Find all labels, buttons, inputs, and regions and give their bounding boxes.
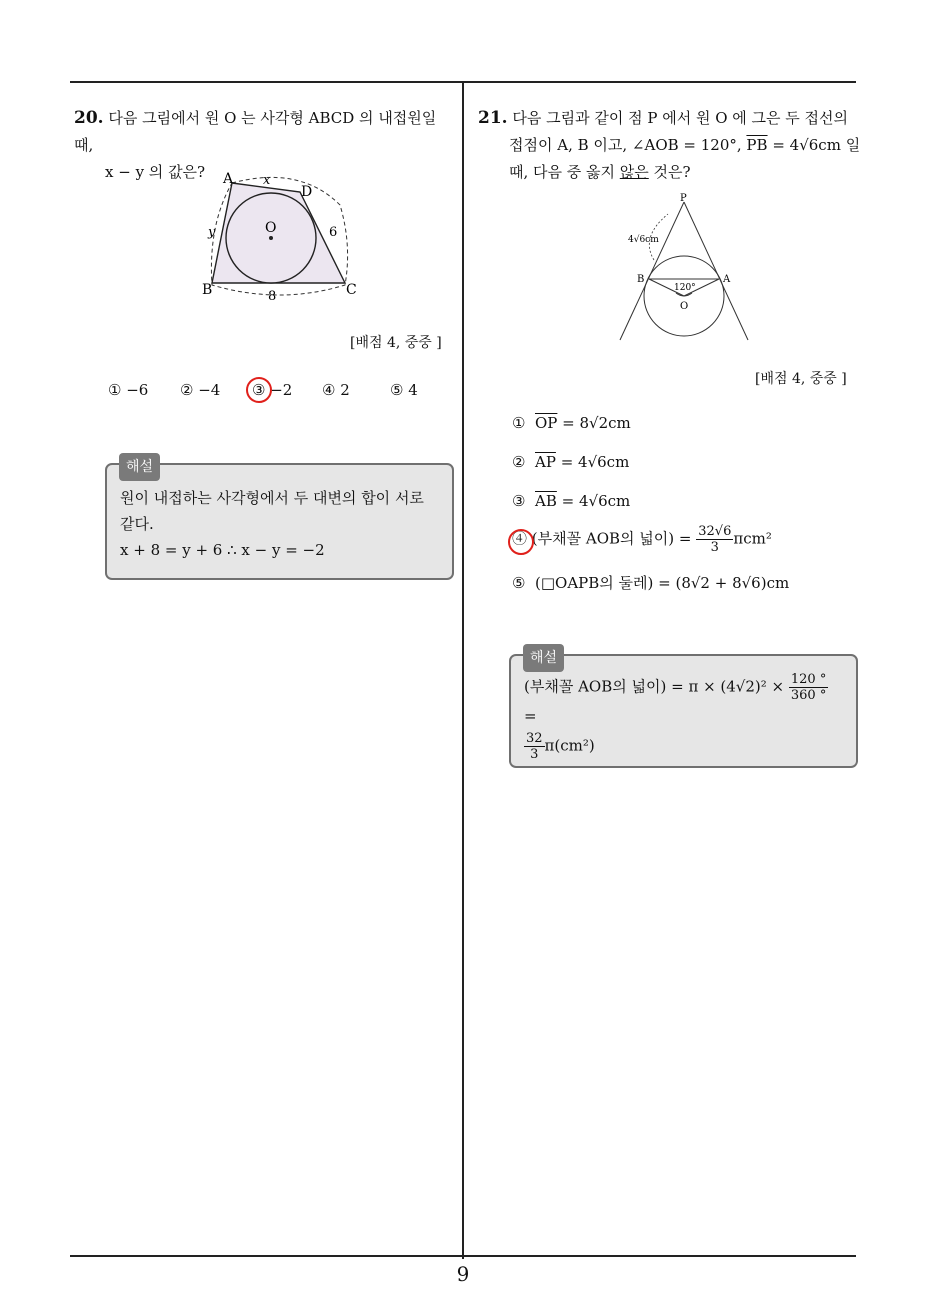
label-O: O [680, 301, 689, 312]
choice-20-1[interactable]: ① −6 [108, 381, 149, 399]
question-text-2: x − y 의 값은? [105, 163, 206, 181]
solution-line: 원이 내접하는 사각형에서 두 대변의 합이 서로 [120, 489, 424, 507]
page-number: 9 [456, 1262, 470, 1286]
fraction-numerator: 120 ° [790, 672, 827, 687]
solution-unit: π(cm²) [544, 736, 595, 755]
choice-value: = 4√6cm [556, 492, 631, 510]
choice-mark: ⑤ [512, 574, 526, 592]
label-y: y [208, 225, 216, 240]
question-21 [478, 105, 862, 186]
label-B: B [637, 274, 645, 285]
choice-mark: ③ [512, 492, 526, 510]
label-length: 4√6cm [628, 235, 659, 245]
solution-line: 같다. [120, 515, 154, 533]
label-P: P [680, 193, 687, 204]
choice-text: (부채꼴 AOB의 넓이) = [531, 529, 697, 548]
tangent-figure [610, 192, 770, 344]
question-number: 20. [74, 108, 104, 128]
choice-21-1[interactable] [512, 414, 631, 432]
label-120: 120° [674, 283, 696, 293]
fraction-numerator: 32 [526, 731, 543, 746]
segment-AP: $\overline{AP}$ [535, 453, 556, 471]
label-D: D [301, 184, 313, 200]
bottom-rule [70, 1255, 856, 1257]
fraction-denominator: 360 ° [790, 688, 827, 703]
question-text: 다음 그림에서 원 O 는 사각형 ABCD 의 내접원일 때, [74, 109, 437, 154]
label-O: O [265, 220, 277, 236]
label-x: x [263, 173, 271, 188]
choice-value: = 4√6cm [555, 453, 630, 471]
label-C: C [346, 282, 357, 298]
choice-20-2[interactable]: ② −4 [180, 381, 221, 399]
answer-mark-20 [246, 377, 272, 403]
solution-text: (부채꼴 AOB의 넓이) = π × (4√2)² × [524, 677, 789, 696]
fraction-numerator: 32√6 [698, 524, 732, 539]
question-text-2a: 접점이 A, B 이고, ∠AOB = 120°, [509, 136, 747, 154]
question-text-2b: = 4√6cm 일 [767, 136, 861, 154]
solution-tag: 해설 [523, 644, 564, 672]
choice-20-5[interactable]: ⑤ 4 [390, 381, 418, 399]
choice-20-4[interactable]: ④ 2 [322, 381, 350, 399]
solution-eq: = [524, 707, 537, 725]
score-20: [배점 4, 중중 ] [350, 335, 442, 351]
choice-mark: ② [512, 453, 526, 471]
fraction [696, 524, 733, 555]
choice-21-2[interactable] [512, 453, 629, 471]
question-text-3b: 것은? [648, 163, 691, 181]
label-8: 8 [268, 289, 277, 304]
question-text: 다음 그림과 같이 점 P 에서 원 O 에 그은 두 접선의 [512, 109, 849, 127]
score-21: [배점 4, 중중 ] [755, 371, 847, 387]
choice-21-4[interactable] [512, 524, 772, 555]
solution-tag: 해설 [119, 453, 160, 481]
choice-21-3[interactable] [512, 492, 630, 510]
segment-OP: $\overline{OP}$ [535, 414, 558, 432]
choice-mark: ④ [512, 529, 528, 548]
label-A: A [223, 171, 234, 187]
solution-line: x + 8 = y + 6 ∴ x − y = −2 [120, 541, 325, 559]
answer-mark-21 [508, 529, 534, 555]
segment-PB: $\overline{PB}$ [746, 136, 768, 154]
label-B: B [202, 282, 213, 298]
label-A: A [723, 274, 731, 285]
choice-mark: ① [512, 414, 526, 432]
solution-box-20 [105, 459, 454, 580]
quadrilateral-figure [190, 165, 380, 310]
choice-value: = 8√2cm [557, 414, 631, 432]
choice-20-3[interactable]: ③ −2 [252, 381, 293, 399]
fraction-denominator: 3 [710, 540, 719, 555]
fraction-denominator: 3 [530, 747, 539, 762]
label-6: 6 [329, 225, 338, 240]
segment-AB: $\overline{AB}$ [535, 492, 557, 510]
column-divider [462, 81, 464, 1259]
fraction [524, 731, 545, 762]
fraction [789, 672, 828, 703]
choice-unit: πcm² [733, 529, 772, 548]
choice-text: (□OAPB의 둘레) = (8√2 + 8√6)cm [535, 574, 790, 592]
question-text-3a: 때, 다음 중 옳지 [509, 163, 620, 181]
question-number: 21. [478, 108, 508, 128]
solution-box-21 [509, 650, 858, 768]
choice-21-5[interactable] [512, 572, 789, 593]
emphasis-not: 않은 [619, 163, 649, 181]
